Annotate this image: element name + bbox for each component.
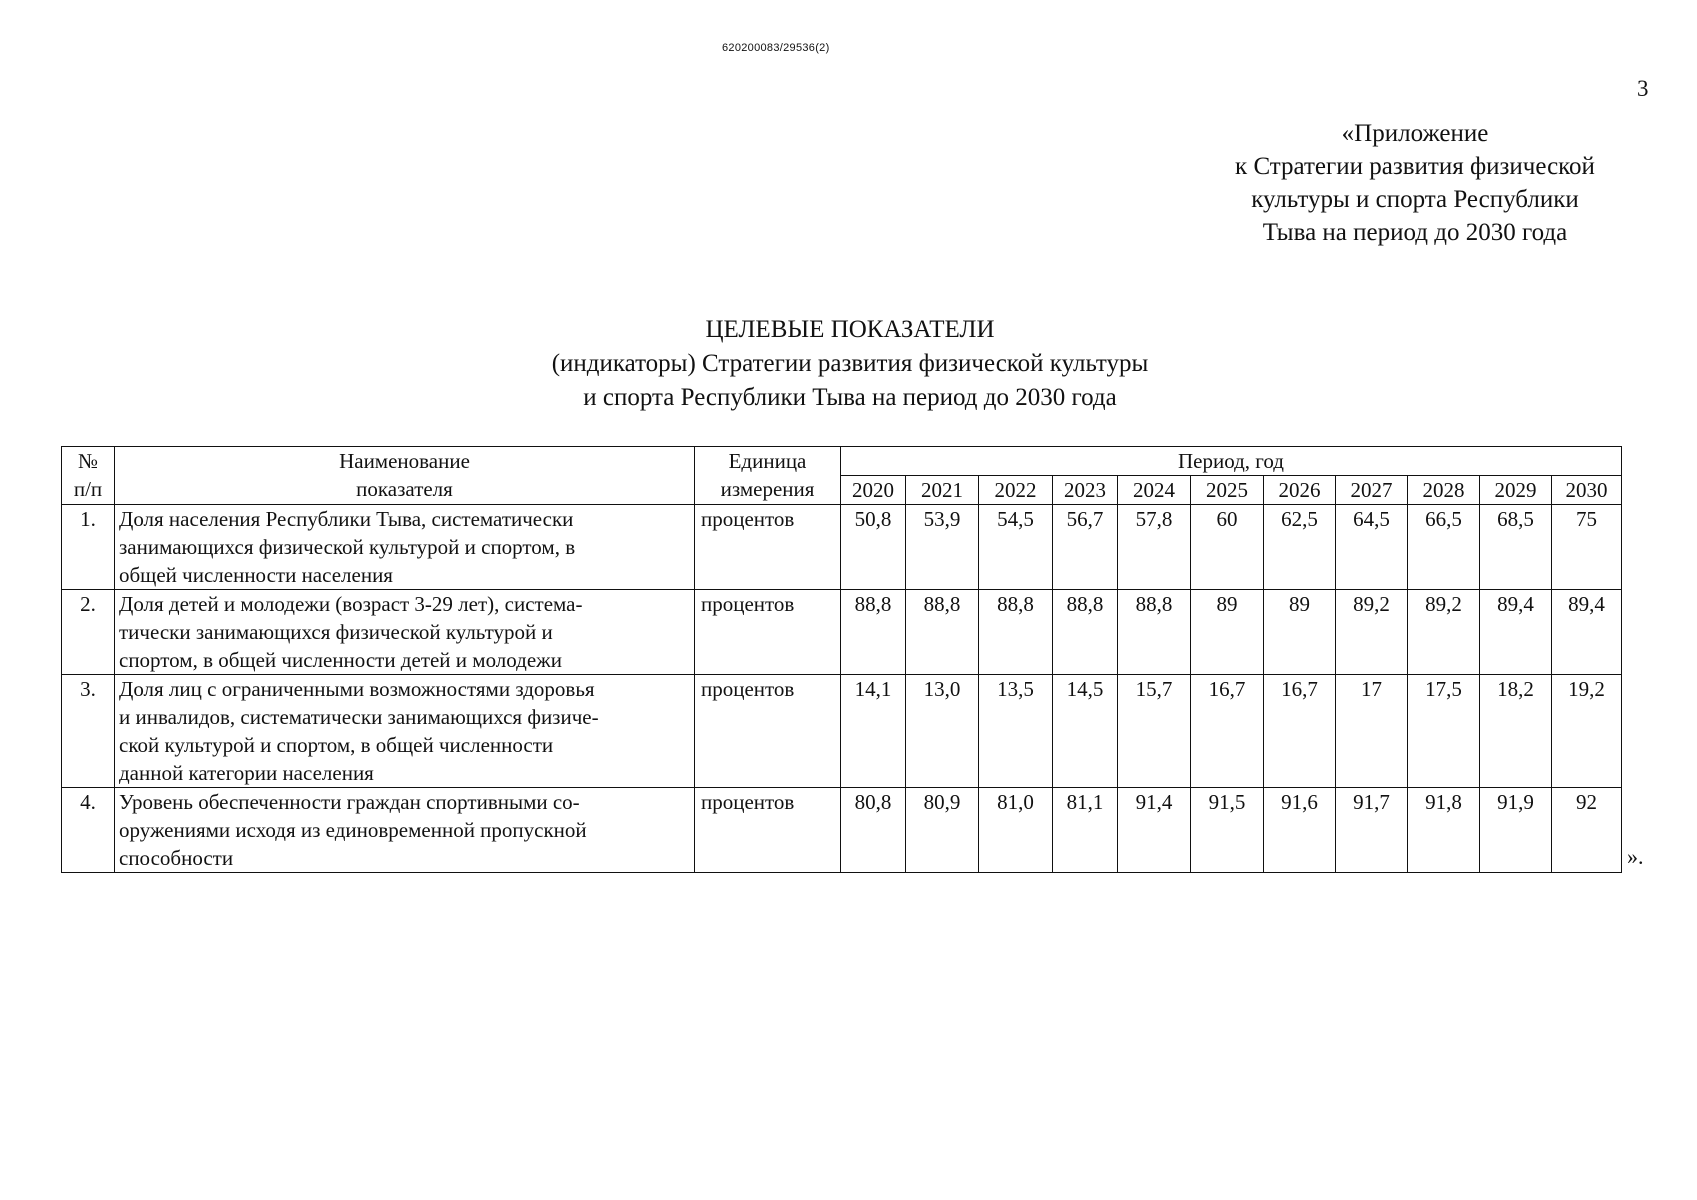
header-year: 2028 [1408, 476, 1480, 505]
row-number: 1. [62, 505, 115, 590]
indicator-value: 14,5 [1053, 675, 1118, 788]
unit-of-measure: процентов [695, 505, 841, 590]
indicator-value: 64,5 [1336, 505, 1408, 590]
indicator-value: 62,5 [1264, 505, 1336, 590]
annex-line: к Стратегии развития физической [1235, 153, 1595, 180]
indicator-value: 91,6 [1264, 788, 1336, 873]
header-year: 2025 [1191, 476, 1264, 505]
header-period: Период, год [841, 447, 1622, 476]
header-year: 2022 [979, 476, 1053, 505]
unit-of-measure: процентов [695, 675, 841, 788]
page-number: 3 [1637, 76, 1649, 101]
indicator-value: 89,2 [1336, 590, 1408, 675]
indicator-value: 81,0 [979, 788, 1053, 873]
annex-line: «Приложение [1341, 120, 1489, 147]
indicator-value: 88,8 [979, 590, 1053, 675]
indicator-value: 16,7 [1264, 675, 1336, 788]
indicator-value: 89,4 [1480, 590, 1552, 675]
indicator-value: 16,7 [1191, 675, 1264, 788]
row-number: 4. [62, 788, 115, 873]
title-line: ЦЕЛЕВЫЕ ПОКАЗАТЕЛИ [705, 316, 995, 343]
header-indicator-name: Наименование показателя [115, 447, 695, 505]
header-year: 2030 [1552, 476, 1622, 505]
table-row [62, 675, 1622, 788]
indicator-name: Доля детей и молодежи (возраст 3-29 лет), система- тически занимающихся физической культурой и спортом, в общей численности детей и молодежи [115, 590, 695, 675]
indicator-value: 91,8 [1408, 788, 1480, 873]
indicator-value: 54,5 [979, 505, 1053, 590]
indicator-value: 13,0 [906, 675, 979, 788]
title-line: и спорта Республики Тыва на период до 2030 года [583, 384, 1117, 411]
indicator-value: 56,7 [1053, 505, 1118, 590]
document-title [400, 313, 1300, 415]
table-row [62, 505, 1622, 590]
indicator-value: 53,9 [906, 505, 979, 590]
row-number: 2. [62, 590, 115, 675]
indicator-value: 15,7 [1118, 675, 1191, 788]
indicator-value: 92 [1552, 788, 1622, 873]
indicator-value: 68,5 [1480, 505, 1552, 590]
document-registration-code: 620200083/29536(2) [722, 42, 830, 54]
table-row [62, 590, 1622, 675]
indicator-value: 91,7 [1336, 788, 1408, 873]
closing-quote: ». [1627, 844, 1644, 869]
header-unit: Единица измерения [695, 447, 841, 505]
indicator-value: 19,2 [1552, 675, 1622, 788]
header-year: 2026 [1264, 476, 1336, 505]
unit-of-measure: процентов [695, 788, 841, 873]
indicator-value: 88,8 [1053, 590, 1118, 675]
unit-of-measure: процентов [695, 590, 841, 675]
indicator-value: 66,5 [1408, 505, 1480, 590]
indicator-value: 91,4 [1118, 788, 1191, 873]
indicator-value: 81,1 [1053, 788, 1118, 873]
indicator-value: 50,8 [841, 505, 906, 590]
header-year: 2029 [1480, 476, 1552, 505]
indicator-value: 80,8 [841, 788, 906, 873]
indicator-value: 75 [1552, 505, 1622, 590]
indicator-value: 89,2 [1408, 590, 1480, 675]
header-year: 2020 [841, 476, 906, 505]
header-year: 2023 [1053, 476, 1118, 505]
indicator-value: 91,5 [1191, 788, 1264, 873]
header-number: № п/п [62, 447, 115, 505]
indicator-value: 89,4 [1552, 590, 1622, 675]
indicator-value: 13,5 [979, 675, 1053, 788]
header-year: 2024 [1118, 476, 1191, 505]
indicator-value: 91,9 [1480, 788, 1552, 873]
indicator-value: 89 [1264, 590, 1336, 675]
row-number: 3. [62, 675, 115, 788]
header-year: 2021 [906, 476, 979, 505]
indicator-value: 88,8 [1118, 590, 1191, 675]
indicator-value: 88,8 [906, 590, 979, 675]
table-row [62, 788, 1622, 873]
indicator-name: Уровень обеспеченности граждан спортивными со- оружениями исходя из единовременной пропускной способности [115, 788, 695, 873]
indicator-name: Доля населения Республики Тыва, систематически занимающихся физической культурой и спортом, в общей численности населения [115, 505, 695, 590]
header-year: 2027 [1336, 476, 1408, 505]
indicator-value: 17 [1336, 675, 1408, 788]
annex-header [1180, 117, 1650, 249]
indicator-value: 80,9 [906, 788, 979, 873]
annex-line: Тыва на период до 2030 года [1262, 219, 1568, 246]
indicator-value: 57,8 [1118, 505, 1191, 590]
indicator-value: 18,2 [1480, 675, 1552, 788]
indicators-table [61, 446, 1622, 873]
indicator-value: 14,1 [841, 675, 906, 788]
indicator-name: Доля лиц с ограниченными возможностями здоровья и инвалидов, систематически занимающихся физиче- ской культурой и спортом, в общей численности данной категории населения [115, 675, 695, 788]
indicator-value: 17,5 [1408, 675, 1480, 788]
indicator-value: 60 [1191, 505, 1264, 590]
indicator-value: 89 [1191, 590, 1264, 675]
title-line: (индикаторы) Стратегии развития физической культуры [551, 350, 1149, 377]
annex-line: культуры и спорта Республики [1251, 186, 1579, 213]
indicator-value: 88,8 [841, 590, 906, 675]
